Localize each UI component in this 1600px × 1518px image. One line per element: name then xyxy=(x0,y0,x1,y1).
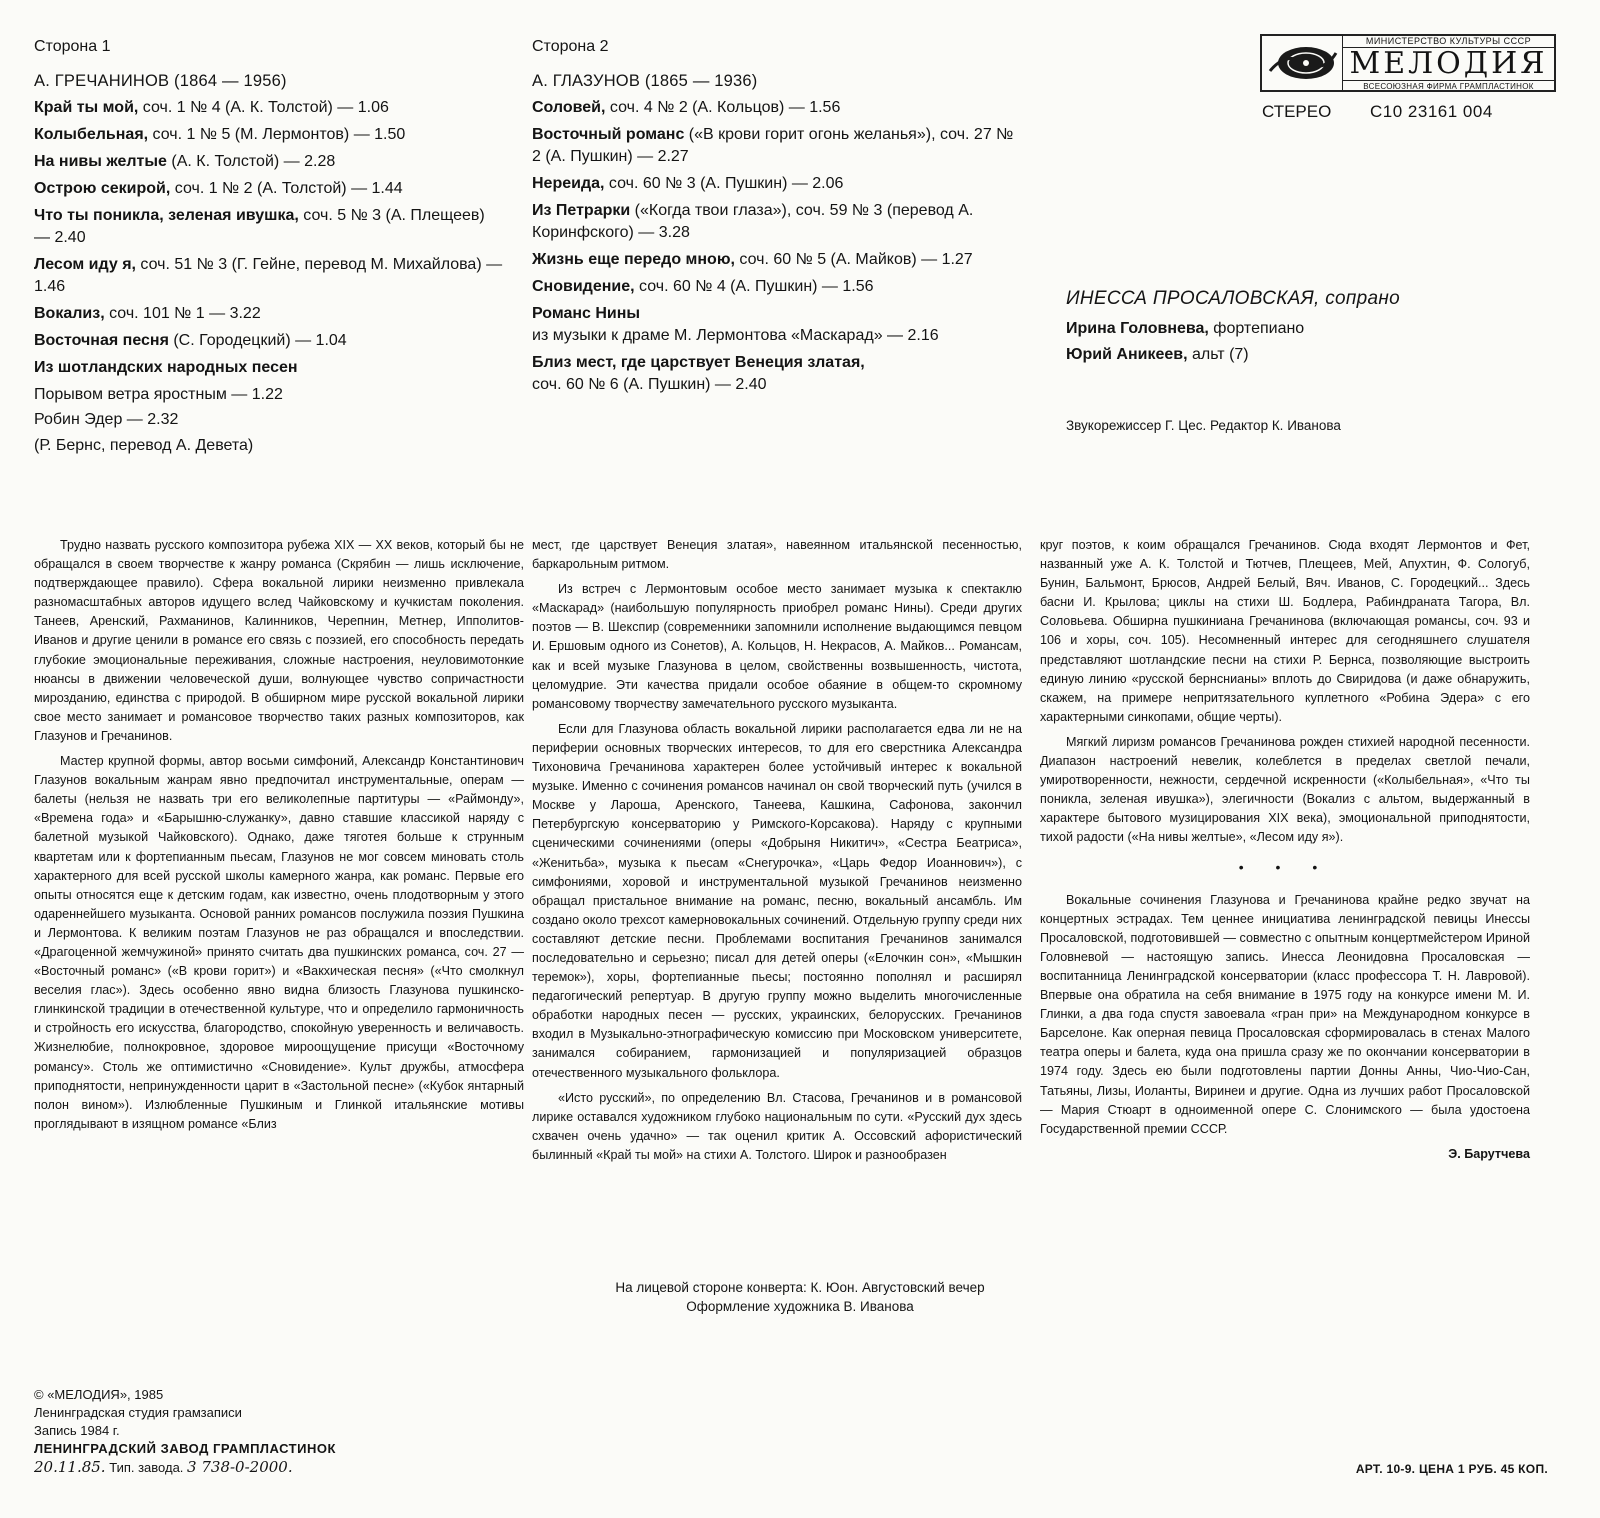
side-2-track-detail: соч. 60 № 5 (А. Майков) — 1.27 xyxy=(734,251,973,268)
side-1-track-detail: соч. 51 № 3 (Г. Гейне, перевод М. Михайлова) — 1.46 xyxy=(34,256,503,295)
performer-piano xyxy=(1066,316,1400,342)
side-2-track-title: Нереида, xyxy=(532,175,605,192)
side-1-track-detail: соч. 101 № 1 — 3.22 xyxy=(104,305,261,322)
recording-year: Запись 1984 г. xyxy=(34,1423,120,1438)
track-nina xyxy=(532,303,1022,347)
side-2-track-detail: соч. 4 № 2 (А. Кольцов) — 1.56 xyxy=(605,99,841,116)
side-1-track-title: Вокализ, xyxy=(34,305,105,322)
article-author: Э. Барутчева xyxy=(1448,1146,1530,1161)
side-2-track-list xyxy=(532,97,1022,298)
track-nina-detail: из музыки к драме М. Лермонтова «Маскарад» — 2.16 xyxy=(532,327,939,344)
side-2-track-title: Жизнь еще передо мною, xyxy=(532,251,735,268)
side-1-track xyxy=(34,303,504,325)
side-2-track-title: Восточный романс xyxy=(532,126,685,143)
handwritten-date: 20.11.85. xyxy=(34,1458,106,1476)
side-1-track-detail: соч. 1 № 5 (М. Лермонтов) — 1.50 xyxy=(148,126,406,143)
copyright: © «МЕЛОДИЯ», 1985 xyxy=(34,1387,164,1402)
side-1-track xyxy=(34,205,504,249)
side-1-track-detail: соч. 5 № 3 (А. Плещеев) — 2.40 xyxy=(34,207,485,246)
melodiya-record-icon xyxy=(1262,36,1342,90)
footer-imprint xyxy=(34,1386,336,1477)
side-1-track-detail: соч. 1 № 2 (А. Толстой) — 1.44 xyxy=(170,180,403,197)
performer-soprano xyxy=(1066,286,1400,312)
side-1-track xyxy=(34,357,504,379)
performer-viola-role: альт (7) xyxy=(1187,346,1249,363)
performer-piano-role: фортепиано xyxy=(1208,320,1305,337)
side-2-track-title: Из Петрарки xyxy=(532,202,631,219)
side-1-track-list xyxy=(34,97,504,379)
side-1-track-title: Острою секирой, xyxy=(34,180,171,197)
side-1-track-title: Восточная песня xyxy=(34,332,169,349)
track-nina-title: Романс Нины xyxy=(532,305,641,322)
side-1-track xyxy=(34,124,504,146)
side-2-track-detail: соч. 60 № 3 (А. Пушкин) — 2.06 xyxy=(604,175,844,192)
performers xyxy=(1066,286,1400,368)
performer-soprano-role: сопрано xyxy=(1319,288,1400,309)
side-1-track-title: Колыбельная, xyxy=(34,126,149,143)
article-paragraph: мест, где царствует Венеция златая», навеянном итальянской песенностью, баркарольным ритмом. xyxy=(532,538,1022,572)
article-paragraph: Мастер крупной формы, автор восьми симфоний, Александр Константинович Глазунов вокальным жанрам явно предпочитал инструментальные, операм — балеты (нельзя не назвать три его великолепные партитуры — «Раймонду», «Времена года» и «Барышню-служанку», давно ставшие классикой наряду с балетной музыкой Чайковского). Однако, даже тяготея больше к струнным квартетам или к фортепианным пьесам, Глазунов не мог совсем миновать столь характерного для всей русской школы камерного жанра, как романс. Первые его опыты относятся еще к детским годам, как известно, очень плодотворным у этого одареннейшего музыканта. Основой ранних романсов послужила поэзия Пушкина и Лермонтова. К великим поэтам Глазунов не раз обращался и впоследствии. «Драгоценной жемчужиной» принято считать два пушкинских романса, соч. 27 — «Восточный романс» («В крови горит») и «Вакхическая песня» («Что смолкнул веселия глас»). Здесь особенно явно видна близость Глазунова пушкинско-глинкинской традиции в отечественной культуре, что и определило гармоничность и стройность его искусства, благородство, спокойную уверенность и величавость. Жизнелюбие, полнокровное, здоровое мироощущение присущи «Восточному романсу». Столь же оптимистично «Сновидение». Культ дружбы, атмосфера приподнятости, непринужденности царит в «Застольной песне» («Кубок янтарный полон вином»). Излюбленные Пушкиным и Глинкой итальянские мотивы проглядывают в изящном романсе «Близ xyxy=(34,754,524,1131)
ministry-text: МИНИСТЕРСТВО КУЛЬТУРЫ СССР xyxy=(1343,36,1554,48)
side-2-track-title: Сновидение, xyxy=(532,278,635,295)
melodiya-logo xyxy=(1260,34,1556,92)
handwritten-number: 3 738-0-2000. xyxy=(187,1458,293,1476)
side-2-track xyxy=(532,276,1022,298)
cover-design: Оформление художника В. Иванова xyxy=(686,1299,914,1314)
article-paragraph: круг поэтов, к коим обращался Гречанинов. Сюда входят Лермонтов и Фет, названный уже А. К. Толстой и Тютчев, Плещеев, Мей, Апухтин, Ф. Сологуб, Бунин, Бальмонт, Брюсов, Андрей Белый, Вяч. Иванов, С. Городецкий... Здесь басни И. Крылова; циклы на стихи Ш. Бодлера, Рабиндраната Тагора, Вл. Соловьева. Обширна пушкиниана Гречанинова (включающая романсы, соч. 93 и 106 и хоры, соч. 105). Несомненный интерес для сегодняшнего слушателя представляют шотландские песни на стихи Р. Бернса, позволяющие выстроить единую линию «русской бернснианы» вплоть до Свиридова (и даже обнаружить, скажем, на примере непритязательного куплетного «Робина Эдера» с его характерными синкопами, общие черты). xyxy=(1040,538,1530,724)
performer-viola-name: Юрий Аникеев, xyxy=(1066,346,1188,363)
article-paragraph: Вокальные сочинения Глазунова и Гречанинова крайне редко звучат на концертных эстрадах. Тем ценнее инициатива ленинградской певицы Инессы Просаловской, подготовившей — совместно с опытным концертмейстером Ириной Головневой — настоящую запись. Инесса Леонидовна Просаловская — воспитанница Ленинградской консерватории (класс профессора Т. Н. Лавровой). Впервые она обратила на себя внимание в 1975 году на конкурсе имени М. И. Глинки, а два года спустя завоевала «гран при» на Международном конкурсе в Барселоне. Как оперная певица Просаловская сформировалась в стенах Малого театра оперы и балета, куда она пришла сразу же по окончании консерватории в 1974 году. Здесь ею были подготовлены партии Донны Анны, Чио-Чио-Сан, Татьяны, Лизы, Иоланты, Виринеи и другие. Одна из лучших работ Просаловской — Мария Стюарт в одноименной опере С. Слонимского — была удостоена Государственной премии СССР. xyxy=(1040,892,1530,1136)
melodiya-wordmark xyxy=(1342,36,1554,90)
side-1-track-detail: (С. Городецкий) — 1.04 xyxy=(168,332,347,349)
side-2-track xyxy=(532,173,1022,195)
side-1-track-title: Край ты мой, xyxy=(34,99,139,116)
pressing-plant: ЛЕНИНГРАДСКИЙ ЗАВОД ГРАМПЛАСТИНОК xyxy=(34,1441,336,1456)
side-1-track xyxy=(34,254,504,298)
article-column-2 xyxy=(532,536,1022,1171)
cover-painting: На лицевой стороне конверта: К. Юон. Августовский вечер xyxy=(615,1280,985,1295)
side-1-track-detail: соч. 1 № 4 (А. К. Толстой) — 1.06 xyxy=(138,99,389,116)
performer-piano-name: Ирина Головнева, xyxy=(1066,320,1209,337)
article-column-1 xyxy=(34,536,524,1140)
side-2-track xyxy=(532,97,1022,119)
side-1-composer: А. ГРЕЧАНИНОВ (1864 — 1956) xyxy=(34,72,287,90)
studio: Ленинградская студия грамзаписи xyxy=(34,1405,242,1420)
scottish-song-2: Робин Эдер — 2.32 xyxy=(34,411,179,428)
side-1-track-title: На нивы желтые xyxy=(34,153,167,170)
side-1-track-title: Что ты поникла, зеленая ивушка, xyxy=(34,207,299,224)
side-2-composer: А. ГЛАЗУНОВ (1865 — 1936) xyxy=(532,72,758,90)
article-paragraph: «Исто русский», по определению Вл. Стасова, Гречанинов и в романсовой лирике оставался художником глубоко национальным по сути. «Русский дух здесь схвачен очень удачно» — так оценил критик А. Оссовский афористический былинный «Край ты мой» на стихи А. Толстого. Широк и разнообразен xyxy=(532,1090,1022,1162)
company-text: ВСЕСОЮЗНАЯ ФИРМА ГРАМПЛАСТИНОК xyxy=(1343,80,1554,91)
side-2-track xyxy=(532,124,1022,168)
scottish-note: (Р. Бернс, перевод А. Девета) xyxy=(34,437,254,454)
side-2-title: Сторона 2 xyxy=(532,38,609,55)
section-divider: • • • xyxy=(1238,858,1332,875)
article-column-3 xyxy=(1040,536,1530,1164)
side-2-track xyxy=(532,249,1022,271)
side-2-track-title: Соловей, xyxy=(532,99,606,116)
side-1-track xyxy=(34,330,504,352)
article-paragraph: Мягкий лиризм романсов Гречанинова рожден стихией народной песенности. Диапазон настроений невелик, колеблется в пределах светлой печали, умиротворенности, нежности, сердечной искренности («Колыбельная», «Что ты поникла, зеленая ивушка»), элегичности (Вокализ с альтом, выдержанный в характере бытового музицирования XIX века), эмоциональной приподнятости, тихой радости («На нивы желтые», «Лесом иду я»). xyxy=(1040,734,1530,845)
stereo-mark: СТЕРЕО xyxy=(1262,102,1332,121)
side-1-track xyxy=(34,178,504,200)
performer-soprano-name: ИНЕССА ПРОСАЛОВСКАЯ, xyxy=(1066,288,1320,309)
side-1 xyxy=(34,36,504,457)
track-venice xyxy=(532,352,1022,396)
performer-viola xyxy=(1066,342,1400,368)
article-paragraph: Если для Глазунова область вокальной лирики располагается едва ли не на периферии основных творческих интересов, то для его сверстника Александра Тихоновича Гречанинова характерен более устойчивый интерес к вокальной музыке. Именно с сочинения романсов начинал он свой творческий путь (учился в Москве у Лароша, Аренского, Танеева, Кашкина, Сафонова, закончил Петербургскую консерваторию у Римского-Корсакова). Наряду с крупными сценическими сочинениями (оперы «Добрыня Никитич», «Сестра Беатриса», «Женитьба», музыка к пьесам «Снегурочка», «Царь Федор Иоаннович»), с симфониями, хоровой и инструментальной музыкой Гречанинов неизменно обращал пристальное внимание на романс, песню, вокальный ансамбль. Им создано около трехсот камерновокальных сочинений. Отдельную группу среди них составляют детские песни. Проблемами воспитания Гречанинов занимался последовательно и серьезно; писал для детей оперы («Елочкин сон», «Мышкин теремок»), хоры, фортепианные пьесы; постоянно пополнял и расширял педагогический репертуар. В другую группу можно выделить многочисленные обработки народных песен — русских, украинских, белорусских. Гречанинов входил в Музыкально-этнографическую комиссию при Московском университете, занимался собиранием, гармонизацией и популяризацией образцов отечественного музыкального фольклора. xyxy=(532,721,1022,1080)
side-1-track xyxy=(34,97,504,119)
print-run xyxy=(34,1458,336,1477)
side-2-track xyxy=(532,200,1022,244)
print-type: Тип. завода. xyxy=(109,1460,184,1475)
article-paragraph: Из встреч с Лермонтовым особое место занимает музыка к спектаклю «Маскарад» (наибольшую популярность приобрел романс Нины). Среди других поэтов — В. Шекспир (современники запомнили исполнение выдающимся певцом И. Ершовым одного из Сонетов), А. Кольцов, Н. Некрасов, А. Майков... Романсам, как и всей музыке Глазунова в целом, свойственны возвышенность, чистота, целомудрие. Эти качества придали особое обаяние в общем-то скромному романсовому творчеству замечательного русского музыканта. xyxy=(532,582,1022,711)
side-2-track-detail: («В крови горит огонь желанья»), соч. 27 № 2 (А. Пушкин) — 2.27 xyxy=(532,126,1014,165)
production-credits: Звукорежиссер Г. Цес. Редактор К. Иванова xyxy=(1066,418,1341,433)
side-2 xyxy=(532,36,1022,401)
side-1-track-title: Лесом иду я, xyxy=(34,256,136,273)
price: АРТ. 10-9. ЦЕНА 1 РУБ. 45 КОП. xyxy=(1355,1462,1548,1476)
side-1-track-title: Из шотландских народных песен xyxy=(34,359,298,376)
side-2-track-detail: соч. 60 № 4 (А. Пушкин) — 1.56 xyxy=(634,278,874,295)
article-paragraph: Трудно назвать русского композитора рубежа XIX — XX веков, который бы не обращался в своем творчестве к жанру романса (Скрябин — лишь исключение, подтверждающее правило). Сфера вокальной лирики неизменно привлекала разномасштабных авторов идущего вслед Чайковскому и кучкистам поколения. Танеев, Аренский, Рахманинов, Калинников, Черепнин, Метнер, Ипполитов-Иванов и другие ценили в романсе его связь с поэзией, его способность передать глубокие эмоциональные переживания, сложные настроения, неуловимотонкие нюансы в движении человеческой души, волнующее чувство сопричастности мирозданию, единства с природой. В обширном мире русской вокальной лирики свое место занимает и романсовое творчество таких разных композиторов, как Глазунов и Гречанинов. xyxy=(34,538,524,743)
label-name: МЕЛОДИЯ xyxy=(1349,45,1548,81)
track-venice-title: Близ мест, где царствует Венеция златая, xyxy=(532,354,865,371)
catalog-number: С10 23161 004 xyxy=(1370,102,1493,121)
scottish-song-1: Порывом ветра яростным — 1.22 xyxy=(34,386,283,403)
track-venice-detail: соч. 60 № 6 (А. Пушкин) — 2.40 xyxy=(532,376,767,393)
side-1-title: Сторона 1 xyxy=(34,38,111,55)
side-2-track-detail: («Когда твои глаза»), соч. 59 № 3 (перевод А. Коринфского) — 3.28 xyxy=(532,202,974,241)
side-1-track-detail: (А. К. Толстой) — 2.28 xyxy=(166,153,336,170)
side-1-track xyxy=(34,151,504,173)
cover-note xyxy=(0,1278,1600,1316)
